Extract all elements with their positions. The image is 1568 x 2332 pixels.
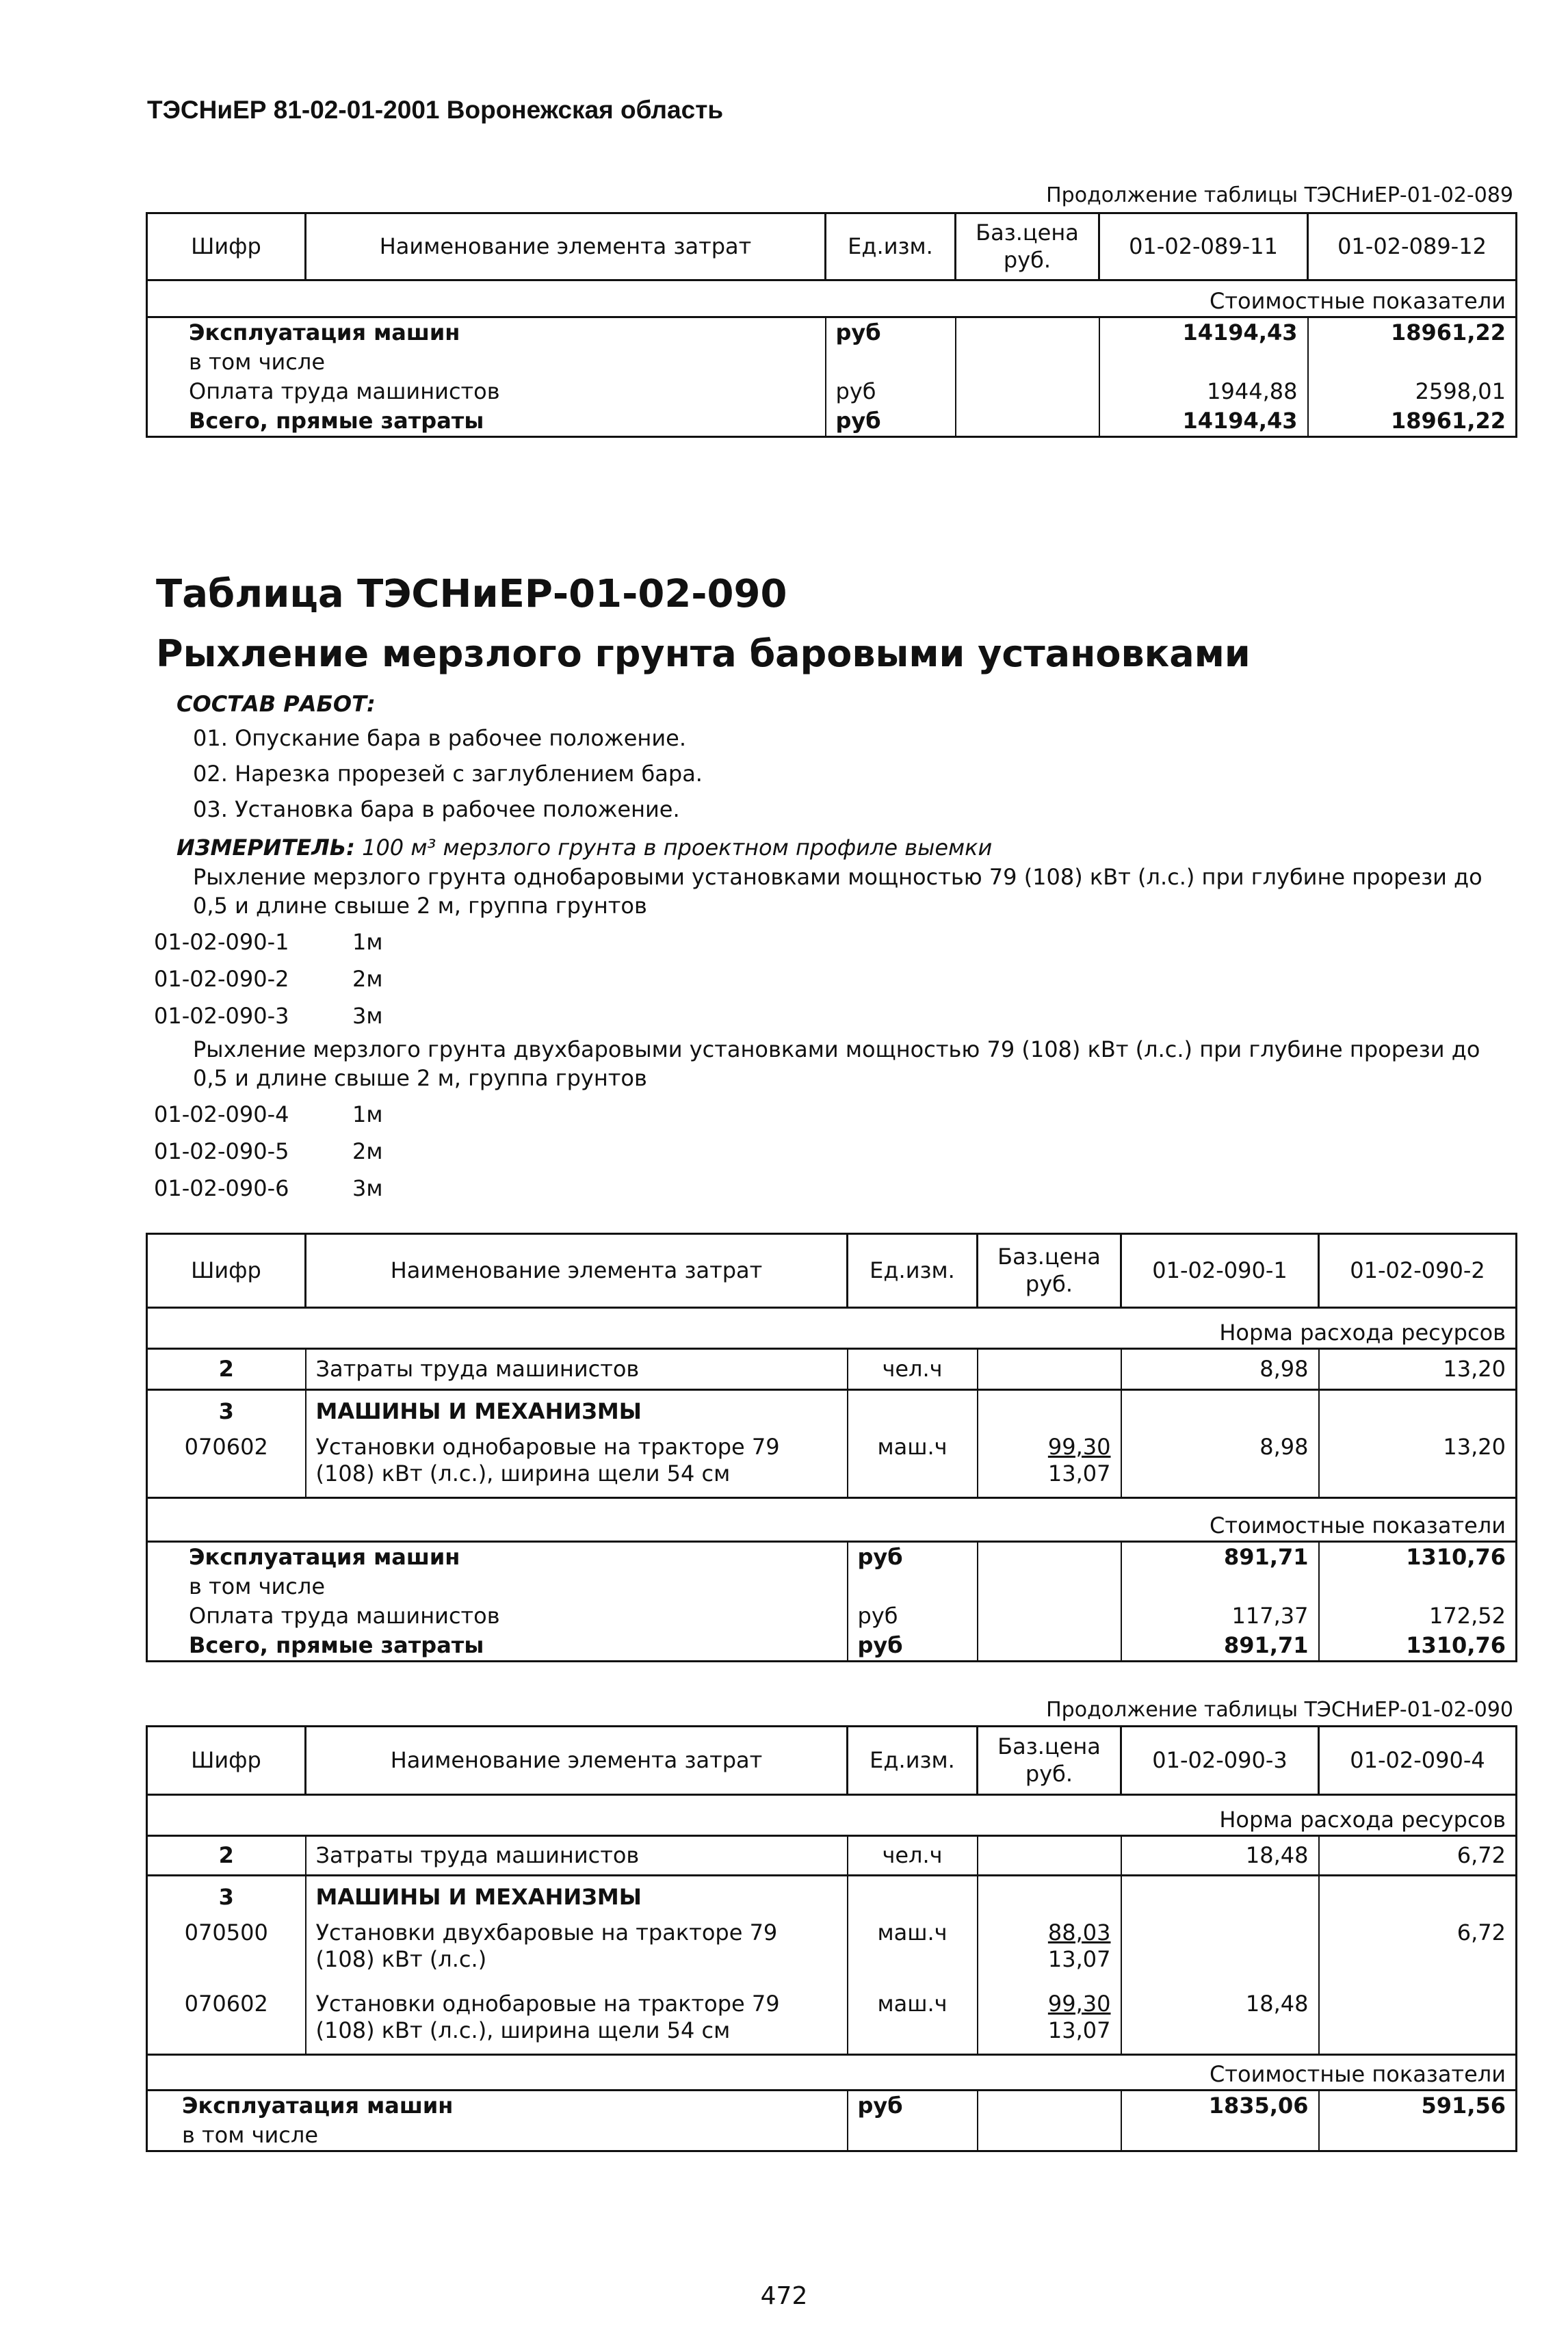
row-unit: руб — [826, 377, 956, 406]
row-label: Установки однобаровые на тракторе 79 (108) кВт (л.с.), ширина щели 54 см — [306, 1432, 848, 1498]
row-label: Эксплуатация машин — [189, 319, 460, 345]
measure-line — [177, 835, 992, 861]
item-value: 2м — [352, 966, 383, 992]
page-number: 472 — [760, 2282, 808, 2310]
row-label: Затраты труда машинистов — [306, 1836, 848, 1876]
row-unit: руб — [826, 406, 956, 437]
row-value-b: 18961,22 — [1308, 406, 1517, 437]
row-code: 3 — [147, 1876, 306, 1918]
col-name: Наименование элемента затрат — [306, 213, 826, 280]
price-machine: 88,03 — [1047, 1919, 1111, 1945]
row-label: Эксплуатация машин — [189, 1544, 460, 1570]
item-code: 01-02-090-5 — [154, 1138, 289, 1164]
price-machine: 99,30 — [1047, 1990, 1111, 2017]
row-value-a — [1121, 1918, 1319, 1989]
item-value: 2м — [352, 1138, 383, 1164]
row-label: Оплата труда машинистов — [147, 1601, 848, 1631]
row-label: МАШИНЫ И МЕХАНИЗМЫ — [306, 1390, 848, 1432]
row-code: 070500 — [147, 1918, 306, 1989]
measure-value: 100 м³ мерзлого грунта в проектном профиле выемки — [362, 835, 993, 861]
col-b: 01-02-090-2 — [1319, 1234, 1517, 1308]
col-unit: Ед.изм. — [826, 213, 956, 280]
row-unit: руб — [848, 2091, 978, 2121]
row-code: 2 — [147, 1836, 306, 1876]
section-cost: Стоимостные показатели — [147, 1498, 1517, 1542]
item-code: 01-02-090-4 — [154, 1101, 289, 1127]
table-subtitle: Рыхление мерзлого грунта баровыми установками — [156, 632, 1251, 675]
row-label: Оплата труда машинистов — [147, 377, 826, 406]
price-operator: 13,07 — [1047, 1945, 1111, 1972]
composition-item: 02. Нарезка прорезей с заглублением бара. — [193, 761, 703, 787]
row-code: 070602 — [147, 1432, 306, 1498]
item-code: 01-02-090-2 — [154, 966, 289, 992]
row-value-b: 172,52 — [1319, 1601, 1517, 1631]
item-value: 3м — [352, 1175, 383, 1201]
measure-heading: ИЗМЕРИТЕЛЬ: — [177, 835, 355, 861]
row-value-a: 891,71 — [1121, 1631, 1319, 1662]
row-unit: руб — [848, 1542, 978, 1573]
price-operator: 13,07 — [1047, 1460, 1111, 1486]
row-code: 070602 — [147, 1989, 306, 2055]
composition-item: 01. Опускание бара в рабочее положение. — [193, 725, 686, 751]
row-code: 2 — [147, 1349, 306, 1390]
row-label: Эксплуатация машин — [182, 2093, 454, 2119]
row-value-b: 13,20 — [1319, 1349, 1517, 1390]
item-code: 01-02-090-6 — [154, 1175, 289, 1201]
row-unit: маш.ч — [848, 1432, 978, 1498]
col-price: Баз.цена руб. — [956, 213, 1099, 280]
row-value-b: 6,72 — [1319, 1918, 1517, 1989]
col-name: Наименование элемента затрат — [306, 1727, 848, 1795]
row-unit: руб — [848, 1601, 978, 1631]
col-shifr: Шифр — [147, 213, 306, 280]
col-b: 01-02-089-12 — [1308, 213, 1517, 280]
col-a: 01-02-089-11 — [1099, 213, 1308, 280]
item-value: 1м — [352, 929, 383, 955]
table-090-main — [146, 1233, 1517, 1662]
row-value-b: 2598,01 — [1308, 377, 1517, 406]
continuation-note: Продолжение таблицы ТЭСНиЕР-01-02-089 — [1046, 183, 1513, 207]
row-value-a: 14194,43 — [1099, 317, 1308, 348]
table-090-continuation — [146, 1725, 1517, 2152]
row-value-a: 14194,43 — [1099, 406, 1308, 437]
row-value-b: 6,72 — [1319, 1836, 1517, 1876]
row-value-a: 891,71 — [1121, 1542, 1319, 1573]
row-value-a: 8,98 — [1121, 1432, 1319, 1498]
col-price: Баз.цена руб. — [978, 1727, 1121, 1795]
col-shifr: Шифр — [147, 1727, 306, 1795]
row-unit: чел.ч — [848, 1836, 978, 1876]
description-2: Рыхление мерзлого грунта двухбаровыми установками мощностью 79 (108) кВт (л.с.) при глубине прорези до 0,5 и длине свыше 2 м, группа грунтов — [193, 1036, 1480, 1091]
section-cost: Стоимостные показатели — [147, 280, 1517, 317]
section-norm: Норма расхода ресурсов — [147, 1795, 1517, 1836]
row-label: Затраты труда машинистов — [306, 1349, 848, 1390]
row-value-a: 1835,06 — [1121, 2091, 1319, 2121]
row-value-b — [1319, 1989, 1517, 2055]
row-value-b: 1310,76 — [1319, 1542, 1517, 1573]
item-code: 01-02-090-1 — [154, 929, 289, 955]
row-value-a: 117,37 — [1121, 1601, 1319, 1631]
item-value: 3м — [352, 1003, 383, 1029]
row-unit: руб — [848, 1631, 978, 1662]
row-label: Всего, прямые затраты — [147, 1631, 848, 1662]
row-unit: руб — [826, 317, 956, 348]
col-name: Наименование элемента затрат — [306, 1234, 848, 1308]
row-label: в том числе — [147, 1572, 848, 1601]
col-shifr: Шифр — [147, 1234, 306, 1308]
row-value-b: 1310,76 — [1319, 1631, 1517, 1662]
row-value-b: 13,20 — [1319, 1432, 1517, 1498]
row-label: Всего, прямые затраты — [147, 406, 826, 437]
row-value-a: 18,48 — [1121, 1989, 1319, 2055]
row-label: МАШИНЫ И МЕХАНИЗМЫ — [306, 1876, 848, 1918]
row-code: 3 — [147, 1390, 306, 1432]
table-089-continuation — [146, 212, 1517, 438]
item-code: 01-02-090-3 — [154, 1003, 289, 1029]
col-price: Баз.цена руб. — [978, 1234, 1121, 1308]
row-label: в том числе — [147, 2121, 848, 2151]
continuation-note: Продолжение таблицы ТЭСНиЕР-01-02-090 — [1046, 1698, 1513, 1722]
row-label: в том числе — [147, 348, 826, 377]
item-value: 1м — [352, 1101, 383, 1127]
description-1: Рыхление мерзлого грунта однобаровыми установками мощностью 79 (108) кВт (л.с.) при глубине прорези до 0,5 и длине свыше 2 м, группа грунтов — [193, 864, 1482, 919]
page-header: ТЭСНиЕР 81-02-01-2001 Воронежская область — [147, 96, 724, 124]
row-value-a: 1944,88 — [1099, 377, 1308, 406]
row-unit: маш.ч — [848, 1989, 978, 2055]
col-unit: Ед.изм. — [848, 1234, 978, 1308]
row-label: Установки двухбаровые на тракторе 79 (108) кВт (л.с.) — [306, 1918, 848, 1989]
row-unit: чел.ч — [848, 1349, 978, 1390]
price-machine: 99,30 — [1047, 1433, 1111, 1460]
row-value-b: 591,56 — [1319, 2091, 1517, 2121]
composition-heading: СОСТАВ РАБОТ: — [177, 691, 376, 717]
section-cost: Стоимостные показатели — [147, 2055, 1517, 2091]
row-label: Установки однобаровые на тракторе 79 (108) кВт (л.с.), ширина щели 54 см — [306, 1989, 848, 2055]
price-operator: 13,07 — [1047, 2017, 1111, 2043]
table-title: Таблица ТЭСНиЕР-01-02-090 — [156, 572, 787, 616]
row-value-a: 8,98 — [1121, 1349, 1319, 1390]
row-value-b: 18961,22 — [1308, 317, 1517, 348]
col-a: 01-02-090-1 — [1121, 1234, 1319, 1308]
row-unit: маш.ч — [848, 1918, 978, 1989]
col-unit: Ед.изм. — [848, 1727, 978, 1795]
composition-item: 03. Установка бара в рабочее положение. — [193, 796, 680, 822]
row-value-a: 18,48 — [1121, 1836, 1319, 1876]
col-b: 01-02-090-4 — [1319, 1727, 1517, 1795]
section-norm: Норма расхода ресурсов — [147, 1308, 1517, 1349]
col-a: 01-02-090-3 — [1121, 1727, 1319, 1795]
